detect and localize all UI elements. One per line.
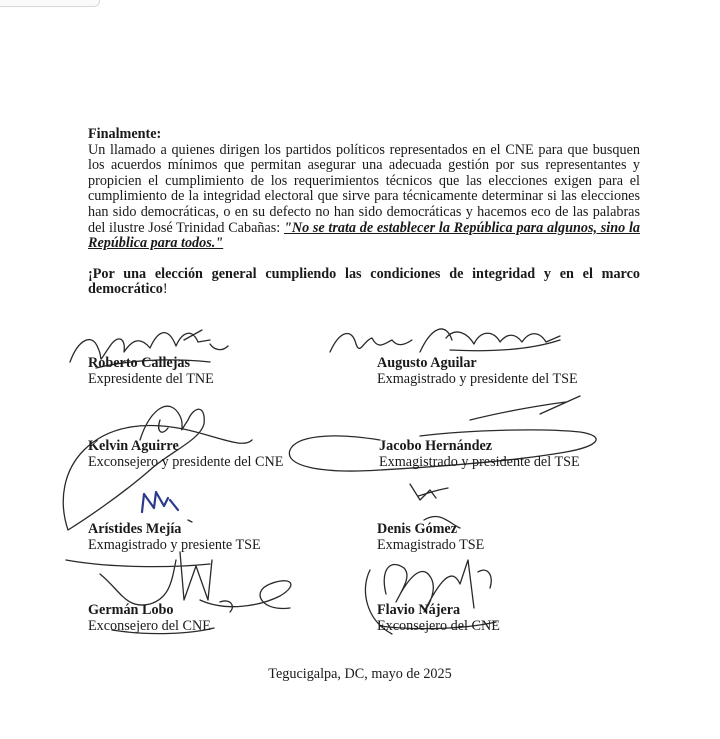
signatory-name: Arístides Mejía xyxy=(88,521,182,537)
closing-bold: ¡Por una elección general cumpliendo las condiciones de integridad y en el marco democrático xyxy=(88,265,640,298)
signatory-title: Exconsejero y presidente del CNE xyxy=(88,454,284,470)
signatory-name: Kelvin Aguirre xyxy=(88,438,179,454)
paragraph-text: Un llamado a quienes dirigen los partidos políticos representados en el CNE para que busquen los acuerdos mínimos que permitan asegurar una adecuada gestión por sus representantes y propicien el cumplimiento de los requerimientos técnicos que las elecciones exigen para el cumplimiento de la integridad electoral que sirve para técnicamente determinar si las elecciones han sido democráticas, o en su defecto no han sido democráticas y hacemos eco de las palabras del ilustre José Trinidad Cabañas: xyxy=(88,141,640,236)
place-and-date: Tegucigalpa, DC, mayo de 2025 xyxy=(268,666,452,682)
signatory-title: Exmagistrado y presidente del TSE xyxy=(379,454,580,470)
window-frame-corner xyxy=(0,0,100,7)
signatory-name: Flavio Nájera xyxy=(377,602,461,618)
closing-tail: ! xyxy=(162,281,168,298)
signatory-title: Exmagistrado y presidente del TSE xyxy=(377,371,578,387)
letter-heading: Finalmente: xyxy=(88,126,162,142)
signatory-title: Exmagistrado TSE xyxy=(377,537,485,553)
cabanas-quote: "No se trata de establecer la República para algunos, sino la República para todos." xyxy=(88,219,640,252)
letter-paragraph xyxy=(88,143,640,252)
signatory-title: Exmagistrado y presiente TSE xyxy=(88,537,261,553)
signatory-title: Exconsejero del CNE xyxy=(377,618,500,634)
signature-mejia xyxy=(142,492,178,512)
signatory-name: Augusto Aguilar xyxy=(377,355,477,371)
signature-aguilar xyxy=(330,329,560,352)
letter-body xyxy=(88,127,640,298)
signatory-gomez xyxy=(377,521,484,553)
signatory-name: Germán Lobo xyxy=(88,602,174,618)
signatory-callejas xyxy=(88,355,214,387)
signatory-title: Expresidente del TNE xyxy=(88,371,214,387)
signatory-name: Jacobo Hernández xyxy=(379,438,493,454)
signatory-name: Denis Gómez xyxy=(377,521,457,537)
signatory-aguirre xyxy=(88,438,283,470)
signatory-mejia xyxy=(88,521,261,553)
signatory-name: Roberto Callejas xyxy=(88,355,191,371)
signatory-hernandez xyxy=(379,438,580,470)
signatory-najera xyxy=(377,602,500,634)
signatory-lobo xyxy=(88,602,211,634)
signatory-title: Exconsejero del CNE xyxy=(88,618,211,634)
signatory-aguilar xyxy=(377,355,578,387)
closing-statement xyxy=(88,267,640,298)
